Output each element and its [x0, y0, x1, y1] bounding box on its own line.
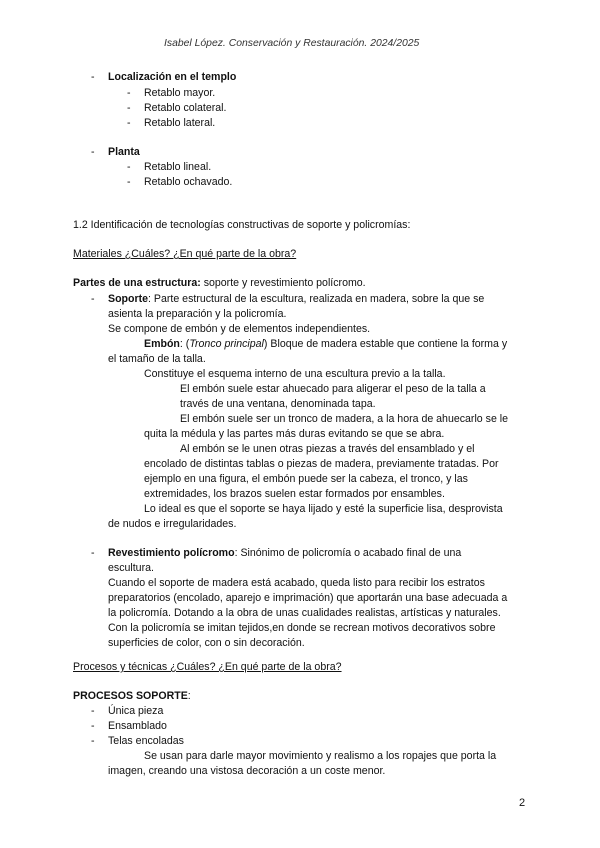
- procesos-heading: Procesos y técnicas ¿Cuáles? ¿En qué parte de la obra?: [73, 661, 342, 673]
- embon-line: ejemplo en una figura, el embón puede ser la cabeza, el tronco, y las: [144, 473, 468, 485]
- bullet-dash: -: [91, 547, 95, 559]
- embon-line: Al embón se le unen otras piezas a través del ensamblado y el: [180, 443, 475, 455]
- localizacion-title: Localización en el templo: [108, 71, 237, 83]
- procesos-soporte-heading: [73, 690, 191, 703]
- soporte-line: asienta la preparación y la policromía.: [108, 308, 287, 320]
- list-item: Retablo colateral.: [144, 102, 227, 114]
- embon-line: El embón suele ser un tronco de madera, a la hora de ahuecarlo se le: [180, 413, 509, 425]
- bullet-dash: -: [127, 87, 131, 99]
- embon-line: El embón suele estar ahuecado para aligerar el peso de la talla a: [180, 383, 486, 395]
- revestimiento-label: Revestimiento polícromo: [108, 547, 235, 559]
- bullet-dash: -: [91, 705, 95, 717]
- revestimiento-line: Con la policromía se imitan tejidos,en donde se recrean motivos decorativos sobre: [108, 622, 496, 634]
- embon-line: Constituye el esquema interno de una escultura previo a la talla.: [144, 368, 446, 380]
- soporte-line: [108, 293, 484, 306]
- materiales-heading: Materiales ¿Cuáles? ¿En qué parte de la obra?: [73, 248, 297, 260]
- partes-paragraph: [73, 277, 366, 290]
- bullet-dash: -: [91, 71, 95, 83]
- list-item: Retablo lineal.: [144, 161, 212, 173]
- list-item: Retablo lateral.: [144, 117, 216, 129]
- revestimiento-line: la policromía. Dotando a la obra de unas cualidades realistas, artísticas y naturales.: [108, 607, 501, 619]
- partes-text: soporte y revestimiento polícromo.: [200, 277, 366, 289]
- bullet-dash: -: [91, 293, 95, 305]
- list-item: Única pieza: [108, 705, 164, 717]
- list-item: Ensamblado: [108, 720, 167, 732]
- revestimiento-line: superficies de color, con o sin decoración.: [108, 637, 305, 649]
- embon-open: : (: [179, 338, 190, 350]
- revestimiento-line: [108, 547, 461, 560]
- partes-label: Partes de una estructura:: [73, 277, 201, 289]
- embon-line: el tamaño de la talla.: [108, 353, 206, 365]
- bullet-dash: -: [127, 102, 131, 114]
- page-header: Isabel López. Conservación y Restauración. 2024/2025: [164, 38, 420, 49]
- embon-line: encolado de distintas tablas o piezas de madera, previamente tratadas. Por: [144, 458, 499, 470]
- page-number: 2: [519, 797, 526, 809]
- embon-line: de nudos e irregularidades.: [108, 518, 237, 530]
- bullet-dash: -: [127, 161, 131, 173]
- embon-text: ) Bloque de madera estable que contiene la forma y: [263, 338, 508, 350]
- planta-title: Planta: [108, 146, 140, 158]
- soporte-line: Se compone de embón y de elementos independientes.: [108, 323, 371, 335]
- embon-line: Lo ideal es que el soporte se haya lijado y esté la superficie lisa, desprovista: [144, 503, 503, 515]
- bullet-dash: -: [127, 176, 131, 188]
- revestimiento-line: preparatorios (encolado, aparejo e imprimación) que aportarán una base adecuada a: [108, 592, 508, 604]
- embon-label: Embón: [144, 338, 180, 350]
- procesos-soporte-colon: :: [187, 690, 191, 702]
- list-item: Retablo mayor.: [144, 87, 216, 99]
- list-item: Retablo ochavado.: [144, 176, 233, 188]
- embon-line: quita la médula y las partes más duras evitando se que se abra.: [144, 428, 445, 440]
- embon-line: [144, 338, 507, 351]
- embon-italic: Tronco principal: [189, 338, 264, 350]
- revestimiento-line: Cuando el soporte de madera está acabado, queda listo para recibir los estratos: [108, 577, 485, 589]
- list-item: Telas encoladas: [108, 735, 184, 747]
- soporte-text: : Parte estructural de la escultura, realizada en madera, sobre la que se: [148, 293, 485, 305]
- revestimiento-line: escultura.: [108, 562, 154, 574]
- bullet-dash: -: [127, 117, 131, 129]
- bullet-dash: -: [91, 146, 95, 158]
- embon-line: extremidades, los brazos suelen estar formados por ensambles.: [144, 488, 445, 500]
- bullet-dash: -: [91, 735, 95, 747]
- procesos-note: Se usan para darle mayor movimiento y realismo a los ropajes que porta la: [144, 750, 497, 762]
- revestimiento-text: : Sinónimo de policromía o acabado final de una: [234, 547, 462, 559]
- section-heading: 1.2 Identificación de tecnologías constructivas de soporte y policromías:: [73, 219, 411, 231]
- bullet-dash: -: [91, 720, 95, 732]
- procesos-note: imagen, creando una vistosa decoración a un coste menor.: [108, 765, 386, 777]
- soporte-label: Soporte: [108, 293, 149, 305]
- embon-line: través de una ventana, denominada tapa.: [180, 398, 376, 410]
- procesos-soporte-label: PROCESOS SOPORTE: [73, 690, 188, 702]
